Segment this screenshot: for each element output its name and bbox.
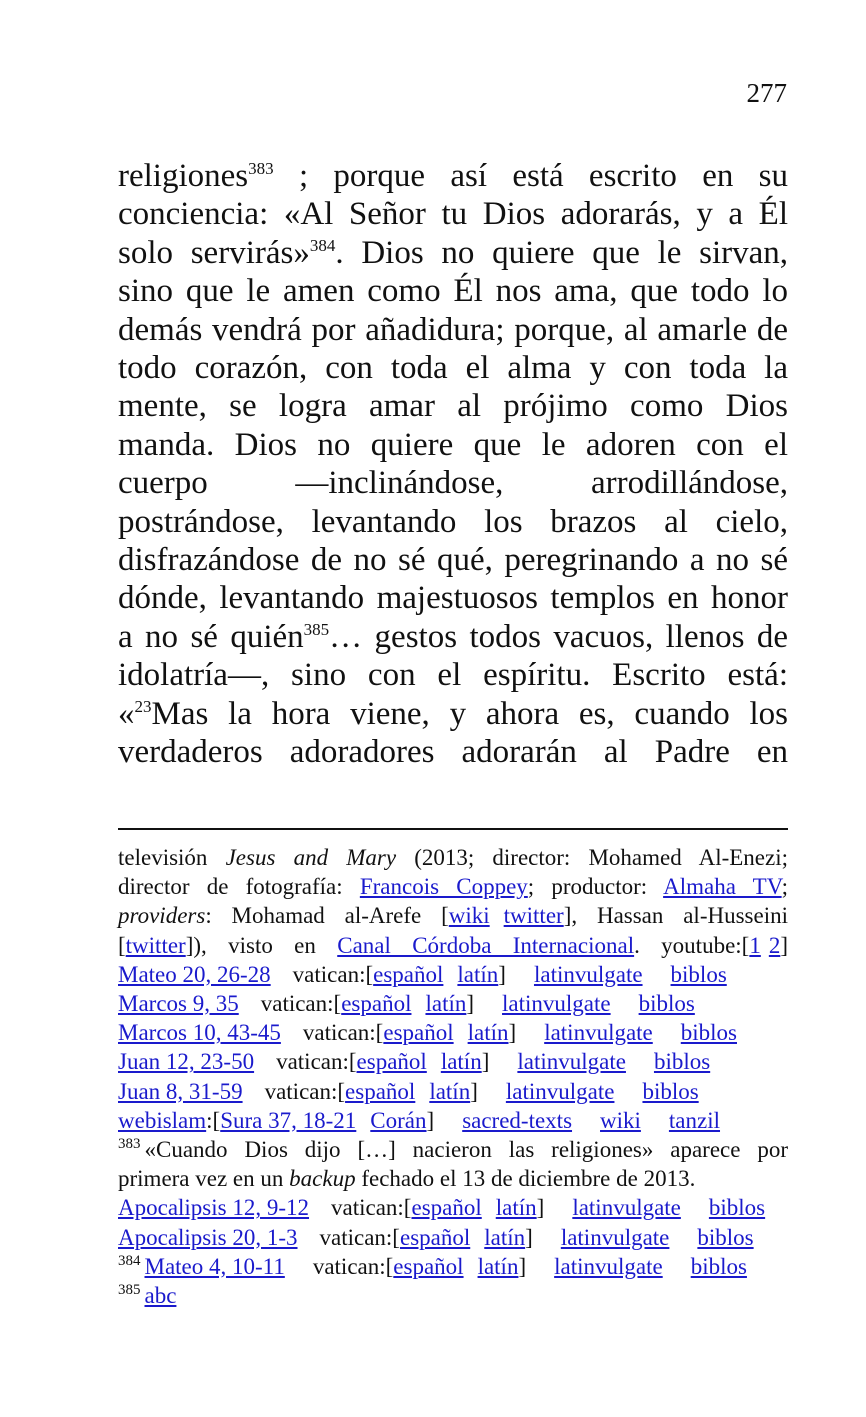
espanol-link[interactable]: español <box>341 991 412 1017</box>
body-line: manda. Dios no quiere que le adoren con el <box>118 426 788 463</box>
verse-number: 23 <box>134 696 152 716</box>
body-line: a no sé quién$^{385}$… gestos todos vacuos, llenos de <box>118 618 789 655</box>
body-line: religiones$^{383}$ ; porque así está escrito en su <box>118 158 788 194</box>
youtube-link-2[interactable]: 2 <box>768 932 781 958</box>
twitter-link[interactable]: twitter <box>503 903 564 929</box>
bible-ref-link[interactable]: Mateo 4, 10-11 <box>144 1253 285 1279</box>
body-line: «$^{23}$Mas la hora viene, y ahora es, cuando los <box>118 695 788 732</box>
espanol-link[interactable]: español <box>383 1020 454 1046</box>
latin-link[interactable]: latín <box>467 1020 509 1046</box>
biblos-link[interactable]: biblos <box>690 1253 747 1279</box>
footnote-line: Apocalipsis 12, 9-12 vatican:[español latín] latinvulgate biblos <box>118 1195 766 1221</box>
body-line: todo corazón, con toda el alma y con toda la <box>118 350 788 387</box>
wiki-link[interactable]: wiki <box>600 1107 641 1133</box>
biblos-link[interactable]: biblos <box>708 1195 766 1221</box>
espanol-link[interactable]: español <box>356 1049 427 1075</box>
footnote-line: Marcos 9, 35 vatican:[español latín] latinvulgate biblos <box>118 991 695 1017</box>
bible-ref-link[interactable]: Juan 12, 23-50 <box>118 1049 255 1075</box>
latinvulgate-link[interactable]: latinvulgate <box>533 961 643 987</box>
body-line: cuerpo —inclinándose, arrodillándose, <box>118 465 788 502</box>
body-line: sino que le amen como Él nos ama, que todo lo <box>118 273 788 310</box>
bible-ref-link[interactable]: Juan 8, 31-59 <box>118 1078 243 1104</box>
footnote-line: [twitter]), visto en Canal Córdoba Internacional. youtube:[1 2] <box>118 932 788 958</box>
footnote-line: Mateo 20, 26-28 vatican:[español latín] latinvulgate biblos <box>118 961 727 987</box>
footnote-line: Juan 12, 23-50 vatican:[español latín] latinvulgate biblos <box>118 1049 711 1075</box>
youtube-link-1[interactable]: 1 <box>749 932 761 958</box>
latinvulgate-link[interactable]: latinvulgate <box>560 1224 670 1250</box>
footnote-ref[interactable]: 383 <box>248 159 274 178</box>
biblos-link[interactable]: biblos <box>638 991 695 1017</box>
tanzil-link[interactable]: tanzil <box>668 1107 721 1133</box>
body-line: postrándose, levantando los brazos al cielo, <box>118 503 788 540</box>
sacred-texts-link[interactable]: sacred-texts <box>462 1107 573 1133</box>
sura-link[interactable]: Sura 37, 18-21 <box>220 1107 357 1133</box>
bible-refs <box>118 1193 788 1251</box>
espanol-link[interactable]: español <box>393 1253 464 1279</box>
biblos-link[interactable]: biblos <box>642 1078 699 1104</box>
francois-coppey-link[interactable]: Francois Coppey <box>359 874 528 900</box>
biblos-link[interactable]: biblos <box>680 1020 737 1046</box>
espanol-link[interactable]: español <box>411 1195 482 1221</box>
biblos-link[interactable]: biblos <box>670 961 727 987</box>
espanol-link[interactable]: español <box>373 961 444 987</box>
biblos-link[interactable]: biblos <box>653 1049 711 1075</box>
latin-link[interactable]: latín <box>429 1078 471 1104</box>
bible-ref-link[interactable]: Apocalipsis 12, 9-12 <box>118 1195 310 1221</box>
latin-link[interactable]: latín <box>477 1253 519 1279</box>
footnotes <box>118 843 788 1310</box>
webislam-link[interactable]: webislam <box>118 1107 207 1133</box>
latinvulgate-link[interactable]: latinvulgate <box>517 1049 626 1075</box>
latin-link[interactable]: latín <box>425 991 467 1017</box>
latin-link[interactable]: latín <box>440 1049 482 1075</box>
bible-ref-link[interactable]: Marcos 9, 35 <box>118 991 239 1017</box>
footnote-separator <box>118 828 788 830</box>
bible-ref-link[interactable]: Apocalipsis 20, 1-3 <box>118 1224 298 1250</box>
espanol-link[interactable]: español <box>345 1078 416 1104</box>
footnote-line: primera vez en un backup fechado el 13 de diciembre de 2013. <box>118 1166 696 1192</box>
footnote-number: 383 <box>118 1136 141 1153</box>
latinvulgate-link[interactable]: latinvulgate <box>544 1020 653 1046</box>
body-line: conciencia: «Al Señor tu Dios adorarás, y a Él <box>118 196 788 233</box>
biblos-link[interactable]: biblos <box>697 1224 754 1250</box>
canal-cordoba-link[interactable]: Canal Córdoba Internacional <box>337 932 635 958</box>
footnote-line: $^{383}$ «Cuando Dios dijo […] nacieron las religiones» aparece por <box>118 1136 788 1163</box>
body-line: dónde, levantando majestuosos templos en honor <box>118 580 788 617</box>
footnote-line: Juan 8, 31-59 vatican:[español latín] latinvulgate biblos <box>118 1078 699 1104</box>
footnote-line: Marcos 10, 43-45 vatican:[español latín] latinvulgate biblos <box>118 1020 737 1046</box>
bible-refs <box>118 960 788 1106</box>
body-line: verdaderos adoradores adorarán al Padre en <box>118 734 788 771</box>
body-line: idolatría―, sino con el espíritu. Escrito está: <box>118 657 788 694</box>
latinvulgate-link[interactable]: latinvulgate <box>572 1195 681 1221</box>
latin-link[interactable]: latín <box>457 961 499 987</box>
footnote-line: Apocalipsis 20, 1-3 vatican:[español latín] latinvulgate biblos <box>118 1224 754 1250</box>
twitter-link[interactable]: twitter <box>125 932 186 958</box>
bible-ref-link[interactable]: Marcos 10, 43-45 <box>118 1020 281 1046</box>
footnote-line: televisión Jesus and Mary (2013; director: Mohamed Al-Enezi; <box>118 845 789 870</box>
body-line: demás vendrá por añadidura; porque, al amarle de <box>118 311 788 348</box>
bible-ref-link[interactable]: Mateo 20, 26-28 <box>118 961 271 987</box>
footnote-line: director de fotografía: Francois Coppey; productor: Almaha TV; <box>118 874 789 900</box>
footnote-number: 385 <box>118 1282 141 1299</box>
almaha-tv-link[interactable]: Almaha TV <box>663 874 782 900</box>
latin-link[interactable]: latín <box>495 1195 537 1221</box>
abc-link[interactable]: abc <box>144 1283 177 1309</box>
body-text <box>118 157 788 772</box>
footnote-ref[interactable]: 384 <box>309 235 336 255</box>
latinvulgate-link[interactable]: latinvulgate <box>502 991 611 1017</box>
espanol-link[interactable]: español <box>399 1224 471 1250</box>
body-line: disfrazándose de no sé qué, peregrinando a no sé <box>118 542 788 579</box>
latin-link[interactable]: latín <box>484 1224 526 1250</box>
footnote-ref[interactable]: 385 <box>303 619 330 639</box>
footnote-line: $^{384}$ Mateo 4, 10-11 vatican:[español latín] latinvulgate biblos <box>118 1252 747 1279</box>
body-line: solo servirás»$^{384}$. Dios no quiere que le sirvan, <box>118 234 789 271</box>
footnote-line: providers: Mohamad al-Arefe [wiki twitter], Hassan al-Husseini <box>118 903 788 929</box>
body-line: mente, se logra amar al prójimo como Dios <box>118 388 788 425</box>
latinvulgate-link[interactable]: latinvulgate <box>505 1078 615 1104</box>
footnote-number: 384 <box>118 1252 141 1269</box>
footnote-line: webislam:[Sura 37, 18-21 Corán] sacred-texts wiki tanzil <box>118 1107 721 1133</box>
latinvulgate-link[interactable]: latinvulgate <box>554 1253 663 1279</box>
wiki-link[interactable]: wiki <box>448 903 490 929</box>
footnote-line <box>118 1281 788 1310</box>
page-number: 277 <box>746 78 787 108</box>
coran-link[interactable]: Corán <box>370 1107 427 1133</box>
